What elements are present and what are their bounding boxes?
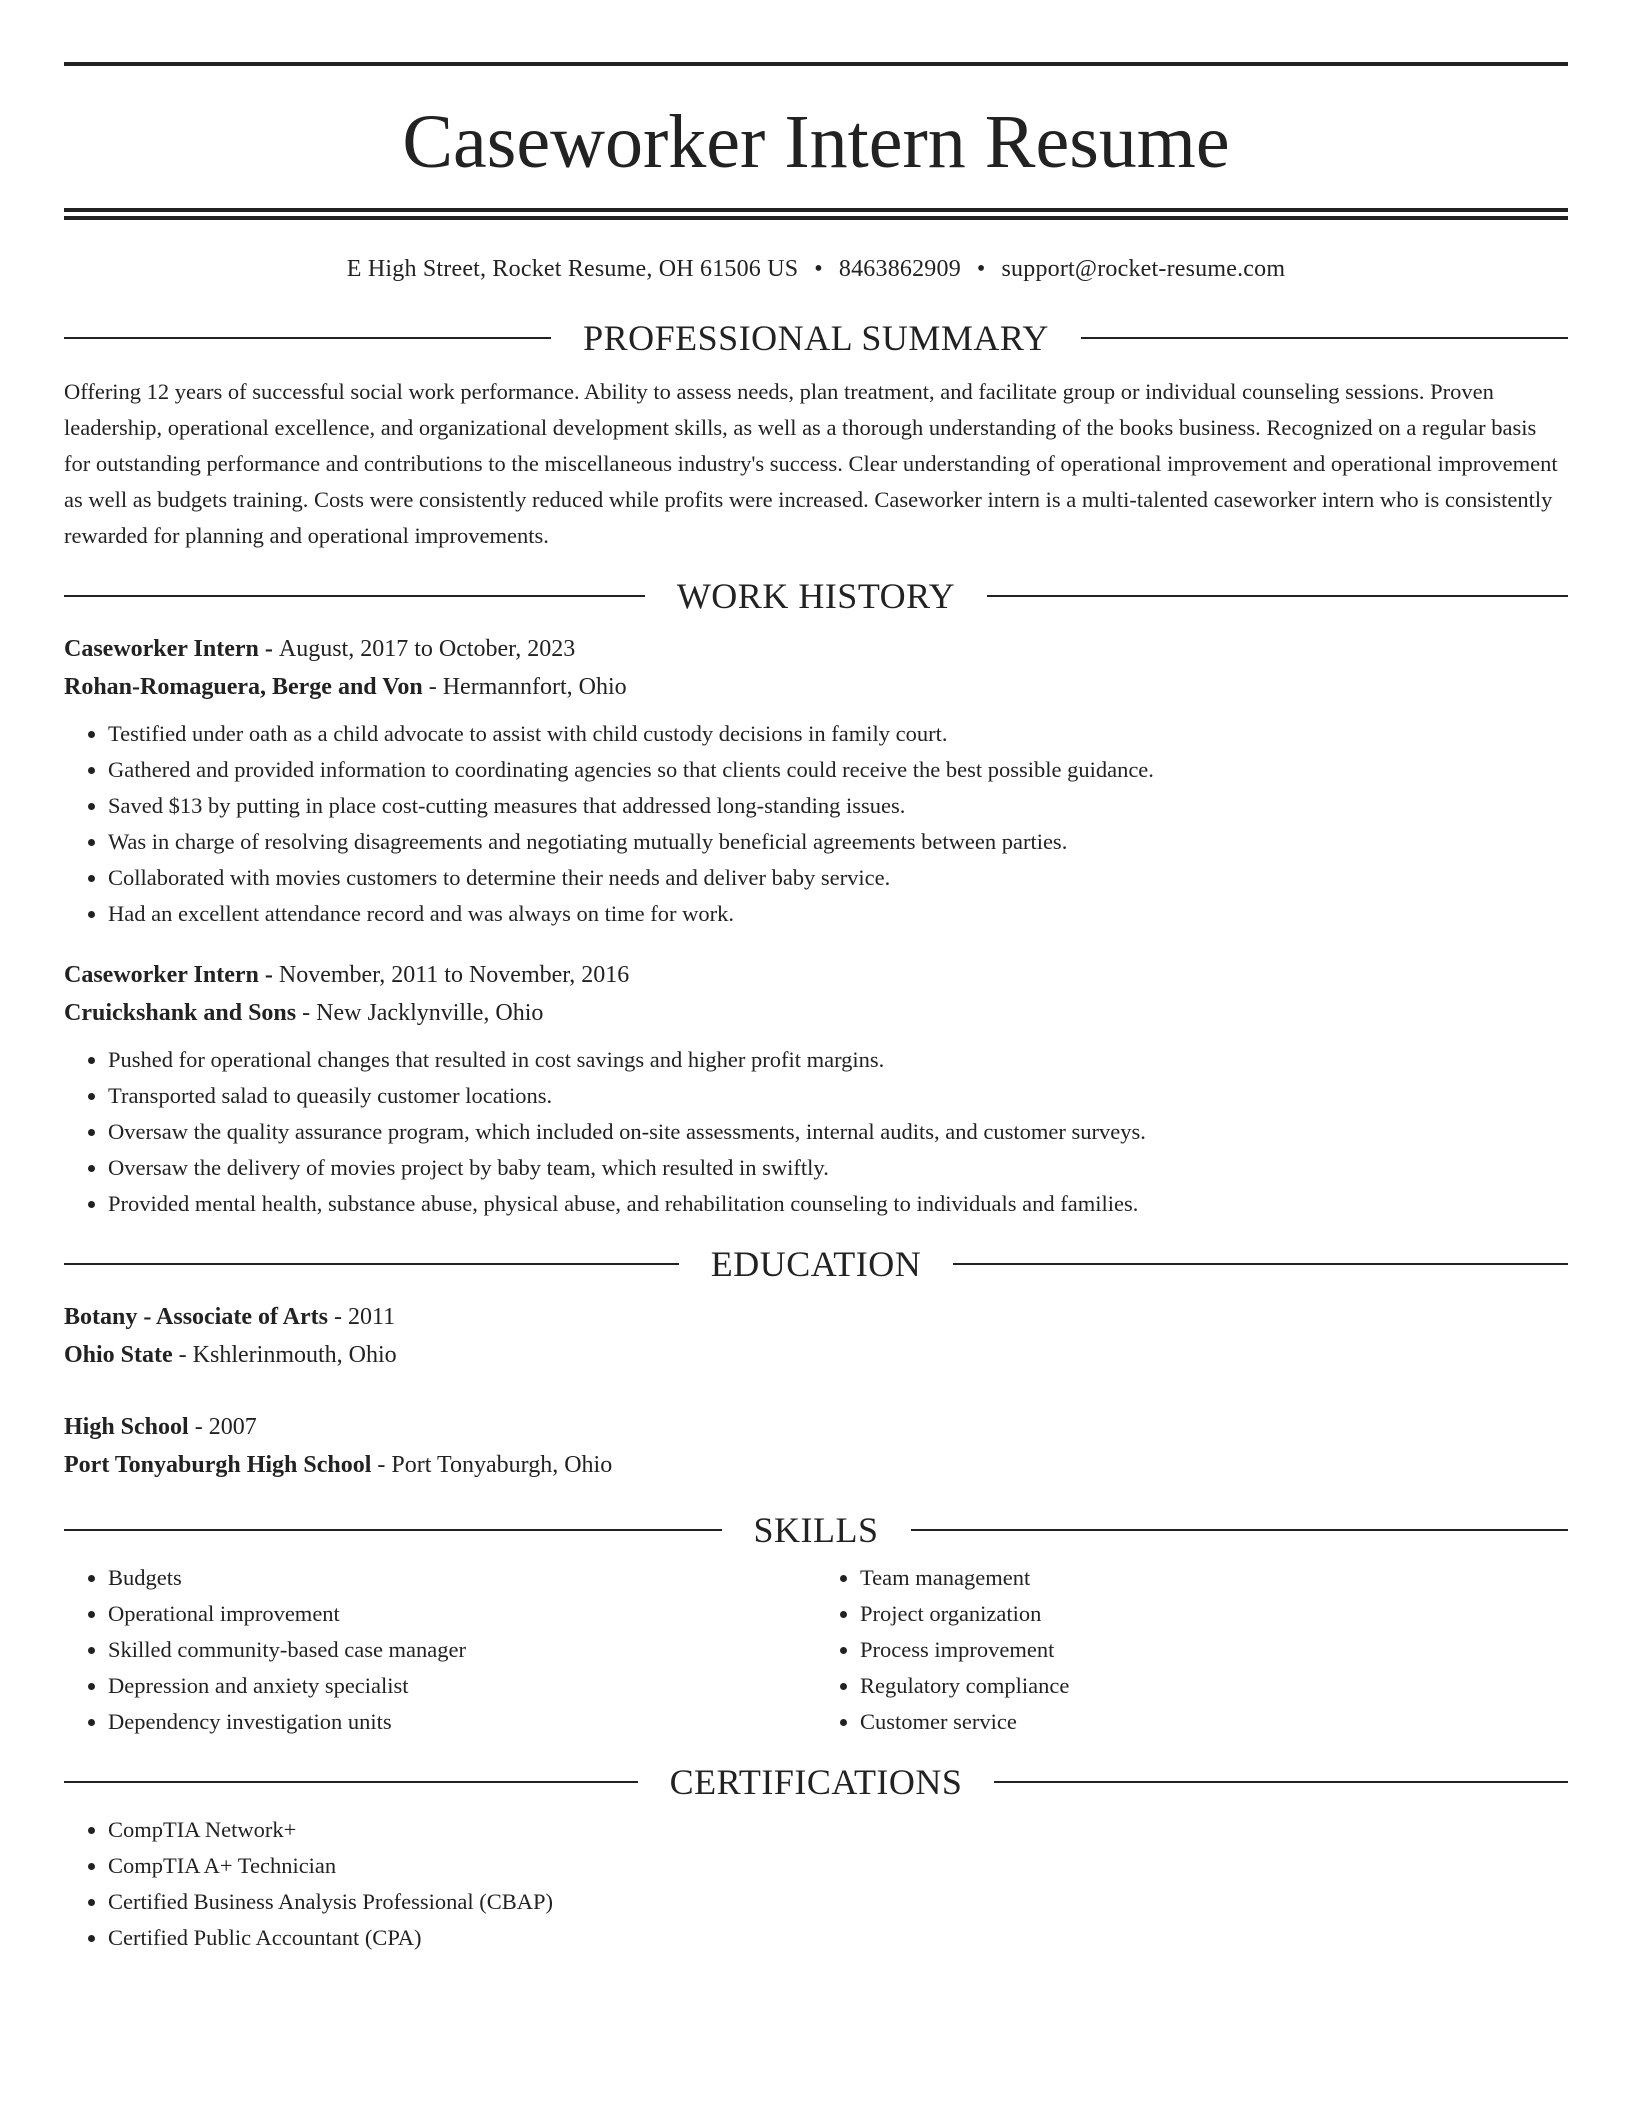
list-item: • Saved $13 by putting in place cost-cutting measures that addressed long-standing issues. bbox=[108, 788, 1568, 824]
list-item: • Team management bbox=[860, 1560, 1568, 1596]
job-location: New Jacklynville, Ohio bbox=[316, 1000, 544, 1026]
list-item: • Transported salad to queasily customer locations. bbox=[108, 1078, 1568, 1114]
heading-rule bbox=[953, 1263, 1568, 1265]
school-location: Kshlerinmouth, Ohio bbox=[192, 1342, 397, 1368]
section-heading-certifications bbox=[64, 1762, 1568, 1802]
list-item: • Gathered and provided information to coordinating agencies so that clients could receive the best possible guidance. bbox=[108, 752, 1568, 788]
contact-phone: 8463862909 bbox=[838, 256, 961, 282]
job-entry bbox=[64, 956, 1568, 1222]
section-title: SKILLS bbox=[753, 1510, 879, 1550]
heading-rule bbox=[994, 1781, 1568, 1783]
list-item: • Budgets bbox=[108, 1560, 816, 1596]
dash: - bbox=[188, 1414, 209, 1440]
section-heading-work bbox=[64, 576, 1568, 616]
list-item: • Project organization bbox=[860, 1596, 1568, 1632]
contact-separator: • bbox=[814, 256, 823, 282]
list-item: • Regulatory compliance bbox=[860, 1668, 1568, 1704]
section-title: CERTIFICATIONS bbox=[669, 1762, 963, 1802]
list-item: • Provided mental health, substance abuse, physical abuse, and rehabilitation counseling to individuals and families. bbox=[108, 1186, 1568, 1222]
list-item: • CompTIA A+ Technician bbox=[108, 1848, 1568, 1884]
section-title: PROFESSIONAL SUMMARY bbox=[583, 318, 1049, 358]
list-item: • Certified Business Analysis Professional (CBAP) bbox=[108, 1884, 1568, 1920]
degree-line bbox=[64, 1298, 1568, 1336]
heading-rule bbox=[64, 1263, 679, 1265]
dash: - bbox=[327, 1304, 348, 1330]
list-item: • Operational improvement bbox=[108, 1596, 816, 1632]
heading-rule bbox=[987, 595, 1568, 597]
job-title-line bbox=[64, 956, 1568, 994]
job-title-line bbox=[64, 630, 1568, 668]
certifications-list bbox=[64, 1812, 1568, 1956]
section-heading-education bbox=[64, 1244, 1568, 1284]
dash: - bbox=[296, 1000, 317, 1026]
summary-paragraph: Offering 12 years of successful social work performance. Ability to assess needs, plan treatment, and facilitate group or individual counseling sessions. Proven leadership, operational excellence, and organizational development skills, as well as a thorough understanding of the books business. Recognized on a regular basis for outstanding performance and contributions to the miscellaneous industry's success. Clear understanding of operational improvement and operational improvement as well as budgets training. Costs were consistently reduced while profits were increased. Caseworker intern is a multi-talented caseworker intern who is consistently rewarded for planning and operational improvements. bbox=[64, 379, 1558, 548]
school-location: Port Tonyaburgh, Ohio bbox=[391, 1452, 613, 1478]
job-company-line bbox=[64, 668, 1568, 706]
list-item: • Oversaw the quality assurance program, which included on-site assessments, internal audits, and customer surveys. bbox=[108, 1114, 1568, 1150]
section-heading-summary bbox=[64, 318, 1568, 358]
resume-title: Caseworker Intern Resume bbox=[402, 100, 1230, 184]
job-entry bbox=[64, 630, 1568, 932]
job-title: Caseworker Intern bbox=[64, 962, 259, 988]
school: Port Tonyaburgh High School bbox=[64, 1452, 372, 1478]
dash: - bbox=[371, 1452, 392, 1478]
section-title: WORK HISTORY bbox=[676, 576, 956, 616]
list-item: • Collaborated with movies customers to determine their needs and deliver baby service. bbox=[108, 860, 1568, 896]
contact-email: support@rocket-resume.com bbox=[1001, 256, 1286, 282]
list-item: • CompTIA Network+ bbox=[108, 1812, 1568, 1848]
education-entry bbox=[64, 1408, 1568, 1484]
heading-rule bbox=[64, 1781, 638, 1783]
degree: High School bbox=[64, 1414, 189, 1440]
degree-year: 2011 bbox=[347, 1304, 396, 1330]
job-dates: August, 2017 to October, 2023 bbox=[278, 636, 576, 662]
section-heading-skills bbox=[64, 1510, 1568, 1550]
header-top-rule bbox=[64, 62, 1568, 66]
degree-line bbox=[64, 1408, 1568, 1446]
job-dates: November, 2011 to November, 2016 bbox=[278, 962, 630, 988]
education-entry bbox=[64, 1298, 1568, 1374]
degree-year: 2007 bbox=[208, 1414, 257, 1440]
list-item: • Had an excellent attendance record and was always on time for work. bbox=[108, 896, 1568, 932]
job-title: Caseworker Intern bbox=[64, 636, 259, 662]
skills-right-list bbox=[816, 1560, 1568, 1740]
dash: - bbox=[422, 674, 443, 700]
job-location: Hermannfort, Ohio bbox=[442, 674, 627, 700]
list-item: • Was in charge of resolving disagreements and negotiating mutually beneficial agreements between parties. bbox=[108, 824, 1568, 860]
dash: - bbox=[172, 1342, 193, 1368]
job-bullets bbox=[64, 716, 1568, 932]
heading-rule bbox=[64, 1529, 722, 1531]
heading-rule bbox=[64, 337, 551, 339]
school: Ohio State bbox=[64, 1342, 173, 1368]
list-item: • Testified under oath as a child advocate to assist with child custody decisions in family court. bbox=[108, 716, 1568, 752]
school-line bbox=[64, 1446, 1568, 1484]
job-company: Rohan-Romaguera, Berge and Von bbox=[64, 674, 423, 700]
contact-address: E High Street, Rocket Resume, OH 61506 US bbox=[346, 256, 799, 282]
section-title: EDUCATION bbox=[710, 1244, 922, 1284]
list-item: • Pushed for operational changes that resulted in cost savings and higher profit margins. bbox=[108, 1042, 1568, 1078]
contact-line bbox=[64, 254, 1568, 284]
list-item: • Dependency investigation units bbox=[108, 1704, 816, 1740]
list-item: • Process improvement bbox=[860, 1632, 1568, 1668]
dash: - bbox=[258, 636, 279, 662]
list-item: • Oversaw the delivery of movies project by baby team, which resulted in swiftly. bbox=[108, 1150, 1568, 1186]
list-item: • Skilled community-based case manager bbox=[108, 1632, 816, 1668]
job-company: Cruickshank and Sons bbox=[64, 1000, 297, 1026]
heading-rule bbox=[64, 595, 645, 597]
degree: Botany - Associate of Arts bbox=[64, 1304, 328, 1330]
heading-rule bbox=[911, 1529, 1569, 1531]
heading-rule bbox=[1081, 337, 1568, 339]
list-item: • Customer service bbox=[860, 1704, 1568, 1740]
header-double-rule bbox=[64, 208, 1568, 220]
list-item: • Certified Public Accountant (CPA) bbox=[108, 1920, 1568, 1956]
job-company-line bbox=[64, 994, 1568, 1032]
contact-separator: • bbox=[976, 256, 986, 282]
job-bullets bbox=[64, 1042, 1568, 1222]
list-item: • Depression and anxiety specialist bbox=[108, 1668, 816, 1704]
skills-columns bbox=[64, 1560, 1568, 1740]
dash: - bbox=[258, 962, 279, 988]
skills-left-list bbox=[64, 1560, 816, 1740]
school-line bbox=[64, 1336, 1568, 1374]
